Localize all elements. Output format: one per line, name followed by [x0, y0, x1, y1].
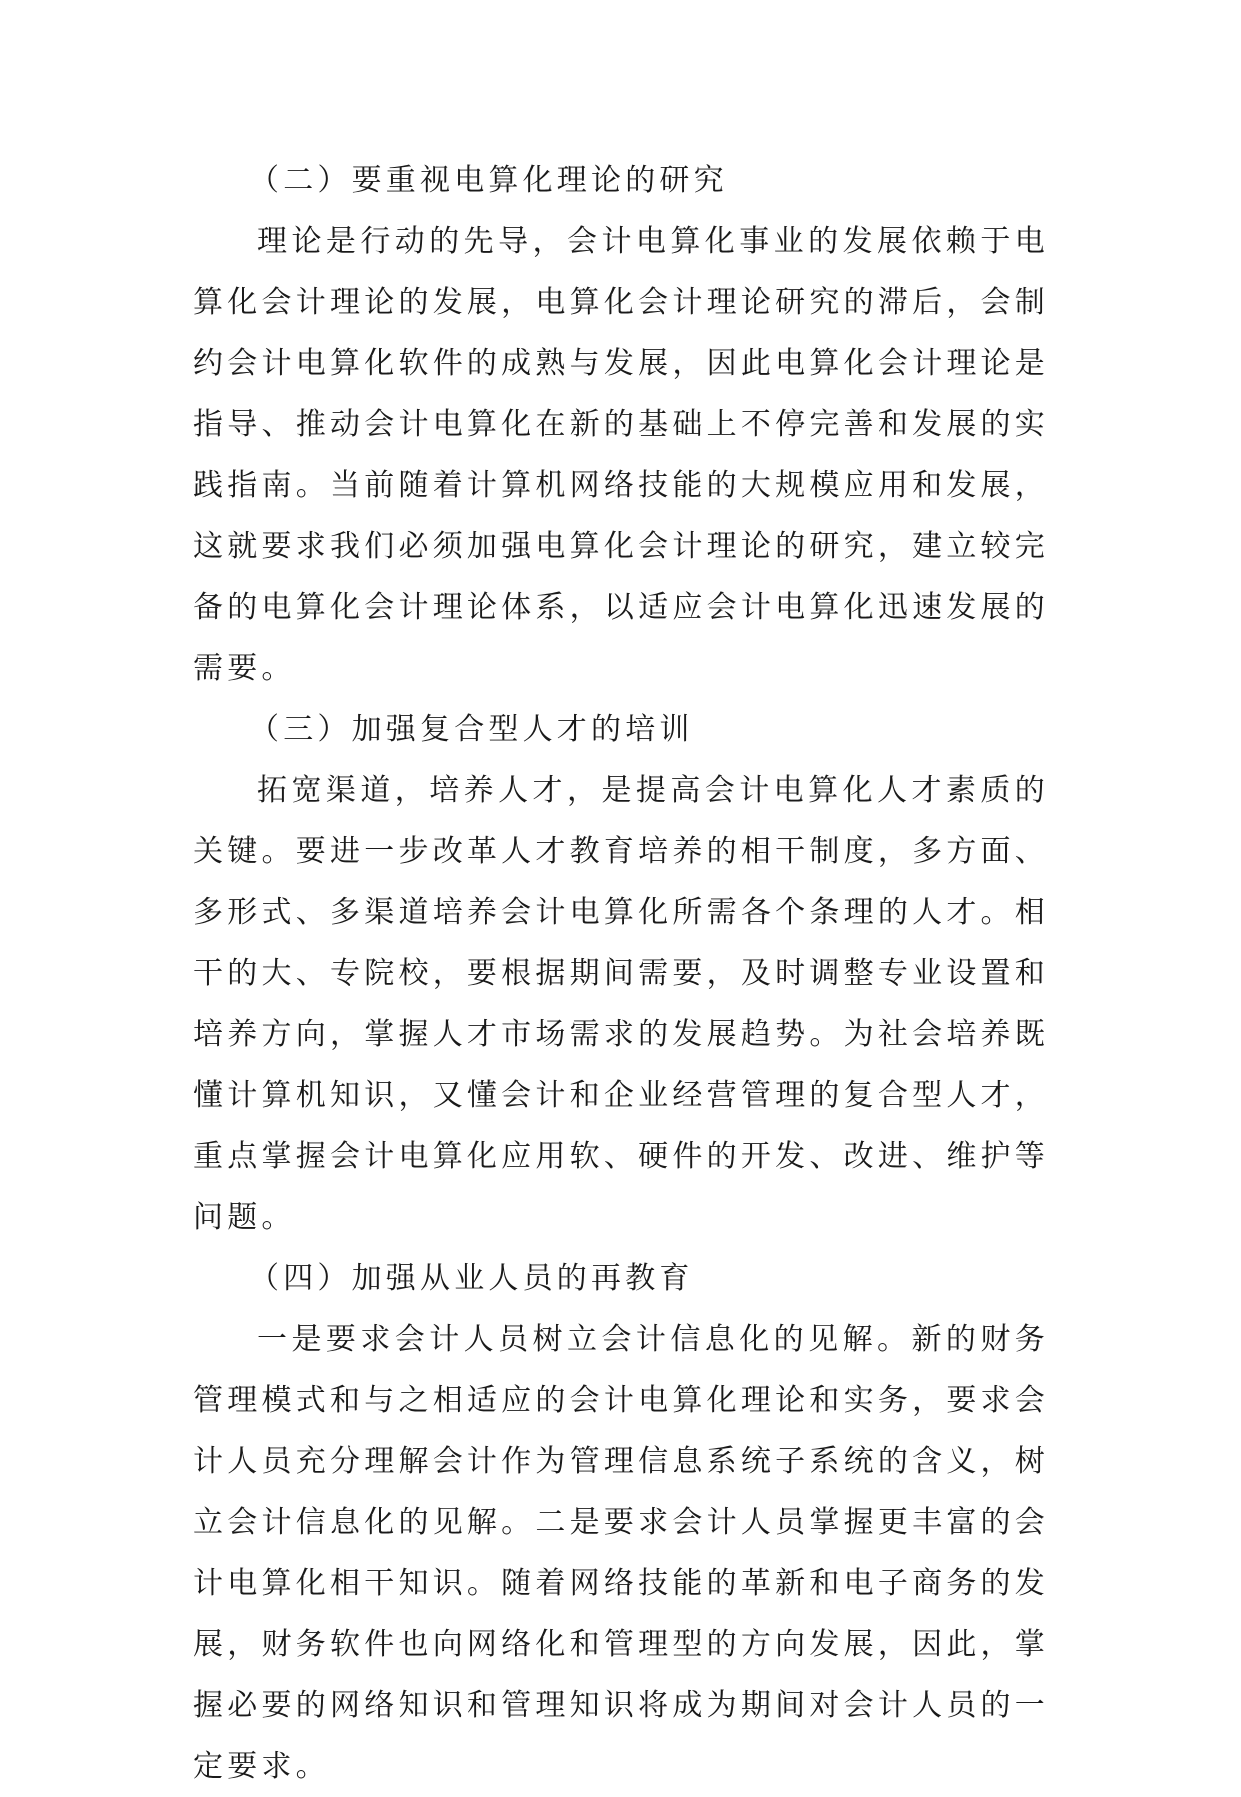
- section-paragraph-2: 理论是行动的先导，会计电算化事业的发展依赖于电算化会计理论的发展，电算化会计理论研究的滞后，会制约会计电算化软件的成熟与发展，因此电算化会计理论是指导、推动会计电算化在新的基础上不停完善和发展的实践指南。当前随着计算机网络技能的大规模应用和发展，这就要求我们必须加强电算化会计理论的研究，建立较完备的电算化会计理论体系，以适应会计电算化迅速发展的需要。: [193, 224, 1049, 686]
- document-body: [193, 150, 1049, 1797]
- section-paragraph-3: 拓宽渠道，培养人才，是提高会计电算化人才素质的关键。要进一步改革人才教育培养的相干制度，多方面、多形式、多渠道培养会计电算化所需各个条理的人才。相干的大、专院校，要根据期间需要，及时调整专业设置和培养方向，掌握人才市场需求的发展趋势。为社会培养既懂计算机知识，又懂会计和企业经营管理的复合型人才，重点掌握会计电算化应用软、硬件的开发、改进、维护等问题。: [193, 773, 1049, 1235]
- section-heading-3: （三）加强复合型人才的培训: [249, 712, 694, 747]
- section-paragraph-4: 一是要求会计人员树立会计信息化的见解。新的财务管理模式和与之相适应的会计电算化理论和实务，要求会计人员充分理解会计作为管理信息系统子系统的含义，树立会计信息化的见解。二是要求会计人员掌握更丰富的会计电算化相干知识。随着网络技能的革新和电子商务的发展，财务软件也向网络化和管理型的方向发展，因此，掌握必要的网络知识和管理知识将成为期间对会计人员的一定要求。: [193, 1322, 1049, 1784]
- section-heading-4: （四）加强从业人员的再教育: [249, 1261, 694, 1296]
- section-heading-2: （二）要重视电算化理论的研究: [249, 163, 728, 198]
